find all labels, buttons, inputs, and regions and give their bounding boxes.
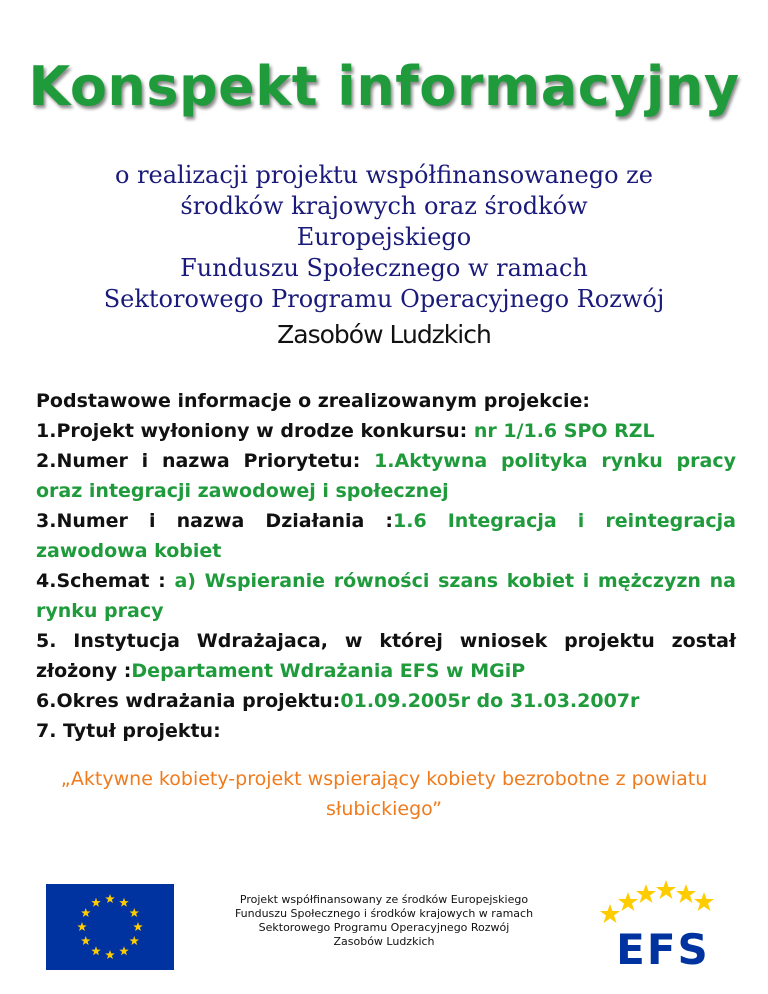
info-value: nr 1/1.6 SPO RZL	[473, 420, 655, 442]
efs-stars-icon	[600, 880, 714, 923]
page-title: Konspekt informacyjny	[28, 55, 740, 118]
info-value: 1.6 Integracja i reintegracja zawodowa kobiet	[36, 510, 736, 562]
subtitle-line: Sektorowego Programu Operacyjnego Rozwój	[103, 285, 665, 313]
footer-line: Sektorowego Programu Operacyjnego Rozwój	[258, 921, 510, 934]
info-value: Departament Wdrażania EFS w MGiP	[131, 660, 526, 682]
subtitle-line: środków krajowych oraz środków	[180, 192, 588, 220]
subtitle-last-line: Zasobów Ludzkich	[277, 320, 491, 349]
info-value: 1.Aktywna polityka rynku pracy oraz integracji zawodowej i społecznej	[36, 450, 736, 502]
info-item-2	[36, 446, 736, 506]
project-title-quote: „Aktywne kobiety-projekt wspierający kobiety bezrobotne z powiatu słubickiego”	[60, 768, 708, 820]
info-label: 2.Numer i nazwa Priorytetu:	[36, 450, 361, 472]
info-item-5	[36, 626, 736, 686]
info-label: 4.Schemat :	[36, 570, 166, 592]
footer-line: Zasobów Ludzkich	[333, 935, 435, 948]
info-label: 1.Projekt wyłoniony w drodze konkursu:	[36, 420, 468, 442]
subtitle-line: Europejskiego	[296, 223, 472, 251]
footer-line: Funduszu Społecznego i środków krajowych w ramach	[234, 907, 534, 920]
subtitle	[20, 160, 748, 350]
footer-note	[210, 893, 558, 949]
info-label: 5. Instytucja Wdrażajaca, w której wniosek projektu został złożony :	[36, 630, 736, 682]
footer-line: Projekt współfinansowany ze środków Europejskiego	[239, 893, 529, 906]
info-heading: Podstawowe informacje o zrealizowanym projekcie:	[36, 390, 591, 412]
subtitle-line: Funduszu Społecznego w ramach	[180, 254, 588, 282]
efs-logo	[598, 878, 728, 978]
info-label: 6.Okres wdrażania projektu:	[36, 690, 341, 712]
efs-logo-text: EFS	[616, 925, 710, 974]
info-value: a) Wspieranie równości szans kobiet i mężczyzn na rynku pracy	[36, 570, 736, 622]
info-value: 01.09.2005r do 31.03.2007r	[340, 690, 640, 712]
eu-flag-icon	[46, 884, 174, 970]
info-label: 7. Tytuł projektu:	[36, 720, 221, 742]
info-item-7	[36, 716, 736, 746]
info-item-6	[36, 686, 736, 716]
project-info	[36, 386, 736, 746]
info-item-4	[36, 566, 736, 626]
info-item-1	[36, 416, 736, 446]
info-item-3	[36, 506, 736, 566]
info-label: 3.Numer i nazwa Działania :	[36, 510, 393, 532]
subtitle-line: o realizacji projektu współfinansowanego ze	[114, 161, 653, 189]
